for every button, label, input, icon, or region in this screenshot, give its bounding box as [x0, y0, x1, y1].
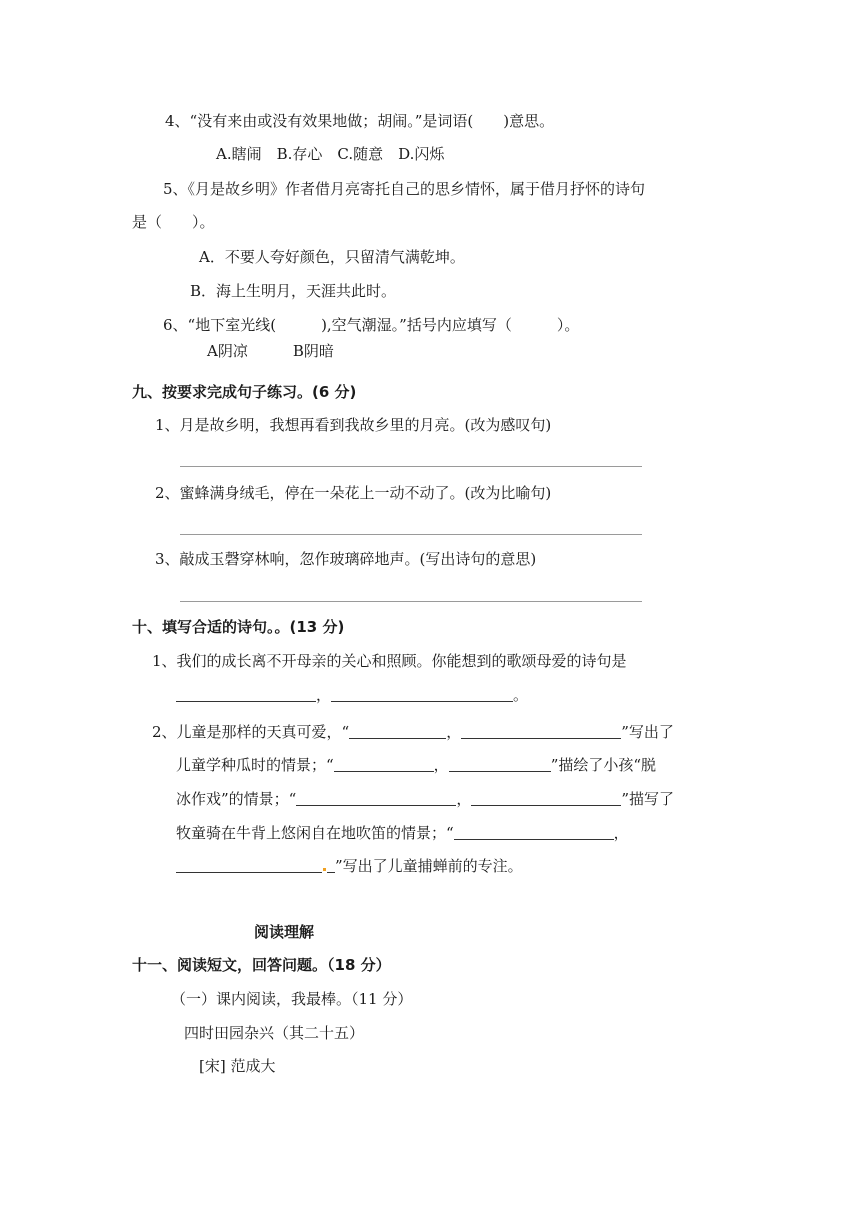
marker-dot	[323, 868, 326, 871]
text: 冰作戏”的情景；“	[176, 790, 297, 808]
text: ”写出了儿童捕蝉前的专注。	[335, 857, 523, 875]
blank[interactable]	[334, 757, 434, 772]
comma: ，	[456, 790, 472, 808]
q10-title: 十、填写合适的诗句。。(13 分)	[132, 618, 345, 636]
q8-5-option-a: A．不要人夸好颜色，只留清气满乾坤。	[199, 248, 465, 266]
text: ”描写了	[621, 790, 675, 808]
q10-item2-line5	[176, 858, 523, 874]
q8-4-stem: 4、“没有来由或没有效果地做；胡闹。”是词语( )意思。	[165, 112, 555, 130]
text: 牧童骑在牛背上悠闲自在地吹笛的情景；“	[176, 824, 454, 842]
q10-item2-line3	[176, 791, 674, 807]
period: 。	[513, 686, 529, 704]
text: 2、儿童是那样的天真可爱，“	[152, 723, 350, 741]
text: ”描绘了小孩“脱	[550, 756, 657, 774]
blank[interactable]	[331, 687, 513, 702]
blank[interactable]	[296, 791, 456, 806]
q8-4-options: A.瞎闹 B.存心 C.随意 D.闪烁	[216, 145, 445, 163]
poem-author: [宋] 范成大	[199, 1057, 276, 1075]
q10-item1-line2	[176, 687, 528, 703]
blank[interactable]	[449, 757, 551, 772]
q9-item-1: 1、月是故乡明，我想再看到我故乡里的月亮。(改为感叹句)	[155, 416, 552, 434]
comma: ，	[613, 824, 629, 842]
answer-line-3[interactable]	[180, 601, 642, 602]
q9-item-2: 2、蜜蜂满身绒毛，停在一朵花上一动不动了。(改为比喻句)	[155, 484, 552, 502]
q8-5-stem-line1: 5、《月是故乡明》作者借月亮寄托自己的思乡情怀，属于借月抒怀的诗句	[163, 180, 646, 198]
blank[interactable]	[454, 825, 614, 840]
text: ”写出了	[621, 723, 674, 741]
q9-item-3: 3、敲成玉磬穿林响，忽作玻璃碎地声。(写出诗句的意思)	[155, 550, 537, 568]
q10-item1-line1: 1、我们的成长离不开母亲的关心和照顾。你能想到的歌颂母爱的诗句是	[152, 652, 627, 670]
blank[interactable]	[349, 724, 446, 739]
q11-title: 十一、阅读短文，回答问题。（18 分）	[132, 956, 391, 974]
q8-6-stem: 6、“地下室光线( ),空气潮湿。”括号内应填写（ ）。	[163, 316, 580, 334]
answer-line-2[interactable]	[180, 534, 642, 535]
comma: ，	[446, 723, 462, 741]
blank[interactable]	[327, 858, 335, 873]
blank[interactable]	[461, 724, 621, 739]
q10-item2-line4	[176, 825, 629, 841]
reading-heading: 阅读理解	[254, 923, 315, 941]
poem-title: 四时田园杂兴（其二十五）	[184, 1024, 365, 1042]
q9-title: 九、按要求完成句子练习。(6 分)	[132, 383, 357, 401]
q8-5-stem-line2: 是（ ）。	[132, 213, 215, 231]
blank[interactable]	[176, 687, 316, 702]
q8-5-option-b: B．海上生明月，天涯共此时。	[190, 282, 397, 300]
comma: ，	[433, 756, 449, 774]
blank[interactable]	[176, 858, 322, 873]
q10-item2-line1	[152, 724, 674, 740]
blank[interactable]	[471, 791, 621, 806]
comma: ，	[316, 686, 332, 704]
reading-part-1: （一）课内阅读，我最棒。（11 分）	[171, 990, 413, 1008]
q8-6-options: A阴凉 B阴暗	[207, 342, 334, 360]
text: 儿童学种瓜时的情景；“	[176, 756, 334, 774]
q10-item2-line2	[176, 757, 656, 773]
answer-line-1[interactable]	[180, 466, 642, 467]
